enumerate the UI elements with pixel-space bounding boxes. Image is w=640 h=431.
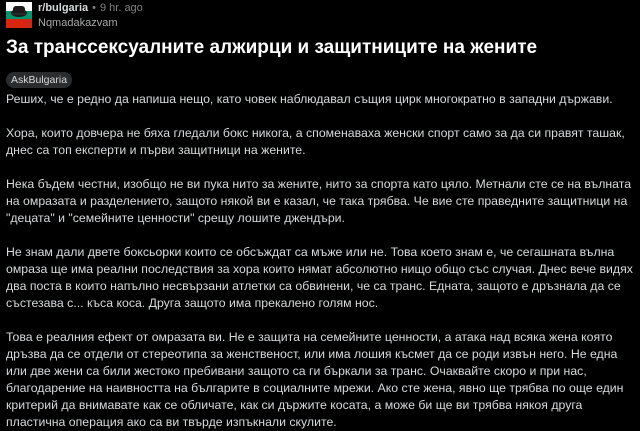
post-paragraph: Нека бъдем честни, изобщо не ви пука нито за жените, нито за спорта като цяло. Метнали сте се на вълната на омразата и разделението, защото някой ви е казал, че така трябва. Че вие сте праведните защитници на "децата" и "семейните ценности" срещу лошите джендъри. xyxy=(6,177,632,225)
post-time: 9 hr. ago xyxy=(99,2,143,14)
post-meta xyxy=(38,2,143,29)
post-paragraph: Реших, че е редно да напиша нещо, като човек наблюдавал същия цирк многократно в западни държави. xyxy=(6,92,613,106)
subreddit-name[interactable]: r/bulgaria xyxy=(38,2,89,14)
post-author[interactable]: Nqmadakazvam xyxy=(38,17,118,29)
post-flair[interactable]: AskBulgaria xyxy=(6,72,72,88)
post-body xyxy=(6,91,634,431)
post-paragraph: Хора, които довчера не бяха гледали бокс никога, а споменаваха женски спорт само за да си правят ташак, днес са топ експерти и първи защитници на жените. xyxy=(6,126,625,157)
post-header xyxy=(6,2,143,30)
post-paragraph: Не знам дали двете боксьорки които се обсъждат са мъже или не. Това което знам е, че сегашната вълна омраза ще има реални последствия за хора които нямат абсолютно нищо общо със случая. Днес вече видях два поста в които напълно несвързани атлетки са обвинени, че са транс. Едната, защото е дръзнала да се състезава с... къса коса. Друга защото има прекалено голям нос. xyxy=(6,245,633,310)
post-paragraph: Това е реалния ефект от омразата ви. Не е защита на семейните ценности, а атака над всяка жена която дръзва да се отдели от стереотипа за женственост, или има лошия късмет да се роди извън него. Не една или две жени са били жестоко пребивани защото са ги бъркали за транс. Очаквайте скоро и при нас, благодарение на наивността на българите в социалните мрежи. Ако сте жена, явно ще трябва по още един критерий да внимавате как се обличате, как си държите косата, а може би ще ви трябва някоя друга пластична операция ако са ви твърде изпъкнали скулите. xyxy=(6,330,624,429)
post-meta-top xyxy=(38,2,143,14)
subreddit-avatar-icon[interactable] xyxy=(6,2,32,28)
meta-separator: • xyxy=(92,2,96,14)
post-title[interactable]: За транссексуалните алжирци и защитниците на жените xyxy=(6,37,538,58)
